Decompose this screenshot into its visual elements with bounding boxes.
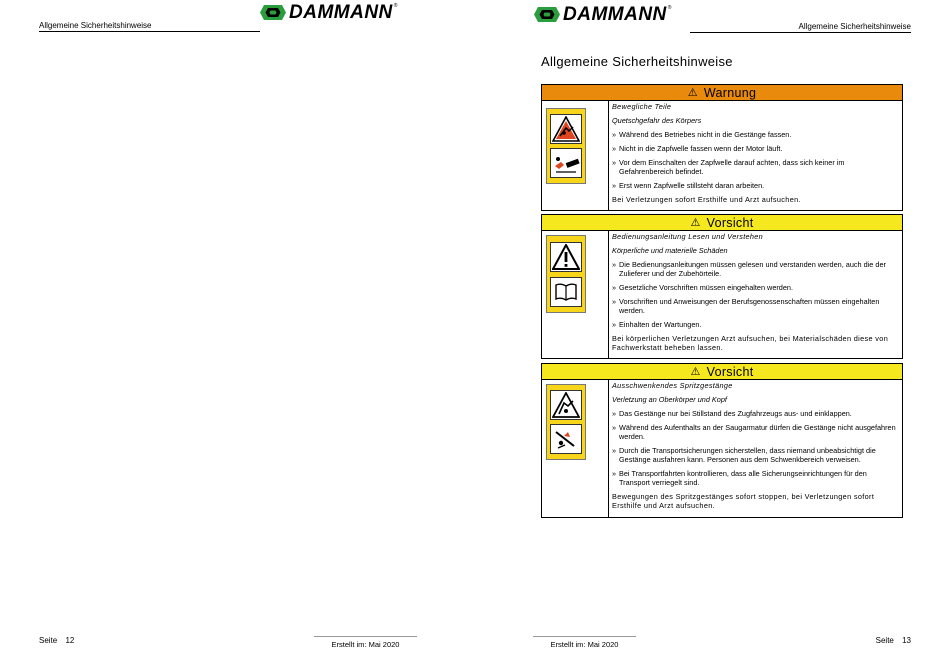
caution-body (541, 380, 903, 518)
crush-hazard-icon (550, 114, 582, 144)
warning-triangle-icon: ⚠ (690, 366, 701, 378)
hazard-first-aid: Bei körperlichen Verletzungen Arzt aufsuchen, bei Materialschäden diese von Fachwerkstatt beheben lassen. (612, 334, 889, 352)
hazard-first-aid: Bewegungen des Spritzgestänges sofort stoppen, bei Verletzungen sofort Ersthilfe und Arzt aufsuchen. (612, 492, 875, 510)
list-item: » Nicht in die Zapfwelle fassen wenn der Motor läuft. (612, 144, 783, 153)
caution-heading (541, 214, 903, 231)
right-page-number-area (876, 636, 911, 645)
caution-heading (541, 363, 903, 380)
pictogram-panel (546, 384, 586, 460)
warning-triangle-icon: ⚠ (687, 87, 698, 99)
right-page-number: 13 (902, 636, 911, 645)
left-logo (260, 3, 397, 22)
right-logo-wordmark: DAMMANN (563, 4, 667, 25)
dammann-logo-icon (534, 7, 560, 22)
pictogram-panel (546, 108, 586, 184)
right-created-date: Erstellt im: Mai 2020 (550, 640, 619, 649)
list-item: » Durch die Transportsicherungen sicherstellen, dass niemand unbeabsichtigt die Gestänge ausfahren kann. Personen aus dem Schwenkbereich verweisen. (612, 446, 876, 464)
page-title: Allgemeine Sicherheitshinweise (541, 54, 733, 69)
left-footer-rule (314, 636, 417, 637)
warning-text (609, 101, 902, 210)
list-item: » Während des Betriebes nicht in die Gestänge fassen. (612, 130, 792, 139)
caution-text (609, 380, 902, 517)
warning-block-moving-parts (541, 84, 903, 211)
hazard-title: Ausschwenkendes Spritzgestänge (612, 381, 733, 390)
right-logo (534, 5, 671, 24)
general-warning-icon (550, 242, 582, 272)
right-header-text: Allgemeine Sicherheitshinweise (798, 22, 911, 31)
left-header-rule (39, 31, 260, 32)
left-logo-registered: ® (393, 3, 398, 9)
list-item: » Die Bedienungsanleitungen müssen gelesen und verstanden werden, auch die der Zulieferer und der Zubehörteile. (612, 260, 886, 278)
pictogram-column (542, 231, 609, 358)
warning-heading-label: Warnung (703, 85, 757, 100)
list-item: » Das Gestänge nur bei Stillstand des Zugfahrzeugs aus- und einklappen. (612, 409, 852, 418)
right-header-rule (690, 32, 911, 33)
left-page-number-area (39, 636, 74, 645)
right-page (475, 0, 950, 660)
list-item: » Vor dem Einschalten der Zapfwelle darauf achten, dass sich keiner im Gefahrenbereich befindet. (612, 158, 845, 176)
pictogram-column (542, 101, 609, 210)
caution-body (541, 231, 903, 359)
pto-shaft-icon (550, 148, 582, 178)
hazard-consequence: Körperliche und materielle Schäden (612, 246, 728, 255)
right-page-label: Seite (875, 636, 894, 645)
left-created-date: Erstellt im: Mai 2020 (331, 640, 400, 649)
pictogram-column (542, 380, 609, 517)
list-item: » Erst wenn Zapfwelle stillsteht daran arbeiten. (612, 181, 765, 190)
list-item: » Während des Aufenthalts an der Saugarmatur dürfen die Gestänge nicht ausgefahren werden. (612, 423, 896, 441)
list-item: » Gesetzliche Vorschriften müssen eingehalten werden. (612, 283, 794, 292)
caution-heading-label: Vorsicht (706, 364, 754, 379)
left-logo-wordmark: DAMMANN (289, 2, 393, 23)
hazard-title: Bewegliche Teile (612, 102, 672, 111)
caution-block-read-manual (541, 214, 903, 359)
list-item: » Einhalten der Wartungen. (612, 320, 702, 329)
boom-swing-hazard-icon (550, 390, 582, 420)
warning-triangle-icon: ⚠ (690, 217, 701, 229)
list-item: » Vorschriften und Anweisungen der Berufsgenossenschaften müssen eingehalten werden. (612, 297, 880, 315)
warning-heading (541, 84, 903, 101)
hazard-consequence: Verletzung an Oberkörper und Kopf (612, 395, 727, 404)
hazard-first-aid: Bei Verletzungen sofort Ersthilfe und Arzt aufsuchen. (612, 195, 801, 204)
boom-impact-icon (550, 424, 582, 454)
left-header-text: Allgemeine Sicherheitshinweise (39, 21, 152, 30)
read-manual-icon (550, 277, 582, 307)
pictogram-panel (546, 235, 586, 313)
caution-text (609, 231, 902, 358)
dammann-logo-icon (260, 5, 286, 20)
hazard-title: Bedienungsanleitung Lesen und Verstehen (612, 232, 763, 241)
left-page-label: Seite (39, 636, 58, 645)
warning-body (541, 101, 903, 211)
list-item: » Bei Transportfahrten kontrollieren, dass alle Sicherungseinrichtungen für den Transport verriegelt sind. (612, 469, 867, 487)
caution-heading-label: Vorsicht (706, 215, 754, 230)
right-logo-registered: ® (667, 5, 672, 11)
left-page-number: 12 (65, 636, 75, 645)
hazard-consequence: Quetschgefahr des Körpers (612, 116, 702, 125)
right-footer-rule (533, 636, 636, 637)
caution-block-boom (541, 363, 903, 518)
